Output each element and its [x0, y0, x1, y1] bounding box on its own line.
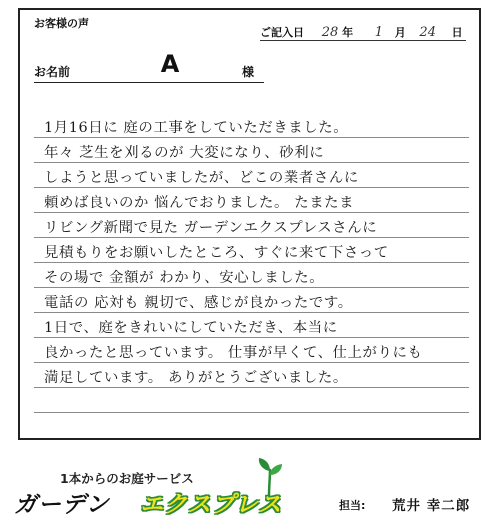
letter-line: 1日で、庭をきれいにしていただき、本当に	[44, 320, 338, 336]
rule-line	[34, 162, 469, 163]
logo-part-garden: ガーデン	[14, 492, 110, 518]
rule-line	[34, 287, 469, 288]
rule-line	[34, 137, 469, 138]
date-month: 1	[374, 25, 384, 40]
letter-line: 良かったと思っています。 仕事が早くて、仕上がりにも	[44, 345, 423, 361]
date-underline	[260, 40, 466, 41]
letter-line: 見積もりをお願いしたところ、すぐに来て下さって	[44, 245, 389, 261]
logo-part-express: エクスプレス	[140, 492, 283, 518]
rule-line	[34, 187, 469, 188]
rule-line	[34, 337, 469, 338]
testimonial-card	[18, 8, 481, 440]
date-year: 28	[321, 25, 339, 40]
staff-label: 担当:	[339, 499, 366, 512]
rule-line	[34, 262, 469, 263]
customer-name: A	[160, 50, 180, 78]
rule-line	[34, 237, 469, 238]
letter-line: その場で 金額が わかり、安心しました。	[44, 270, 325, 286]
letter-line: しようと思っていましたが、どこの業者さんに	[44, 170, 359, 186]
header-label: お客様の声	[34, 17, 89, 30]
name-label: お名前	[34, 65, 71, 79]
date-field	[260, 24, 463, 40]
date-day-unit: 日	[451, 26, 463, 39]
date-month-unit: 月	[394, 26, 406, 39]
letter-line: 年々 芝生を刈るのが 大変になり、砂利に	[44, 145, 325, 161]
rule-line	[34, 212, 469, 213]
rule-line	[34, 387, 469, 388]
rule-line	[34, 362, 469, 363]
letter-line: 1月16日に 庭の工事をしていただきました。	[44, 120, 349, 136]
company-tagline: 1本からのお庭サービス	[60, 471, 194, 486]
date-prefix: ご記入日	[260, 26, 304, 39]
date-day: 24	[419, 25, 436, 40]
letter-line: 電話の 応対も 親切で、感じが良かったです。	[44, 295, 353, 311]
rule-line	[34, 312, 469, 313]
letter-line: 満足しています。 ありがとうございました。	[44, 370, 348, 386]
rule-line	[34, 412, 469, 413]
honorific: 様	[242, 65, 255, 79]
letter-line: 頼めば良いのか 悩んでおりました。 たまたま	[44, 195, 355, 211]
date-year-unit: 年	[342, 26, 354, 39]
letter-line: リビング新聞で見た ガーデンエクスプレスさんに	[44, 220, 378, 236]
name-underline	[34, 82, 264, 83]
staff-name: 荒井 幸二郎	[392, 498, 471, 514]
